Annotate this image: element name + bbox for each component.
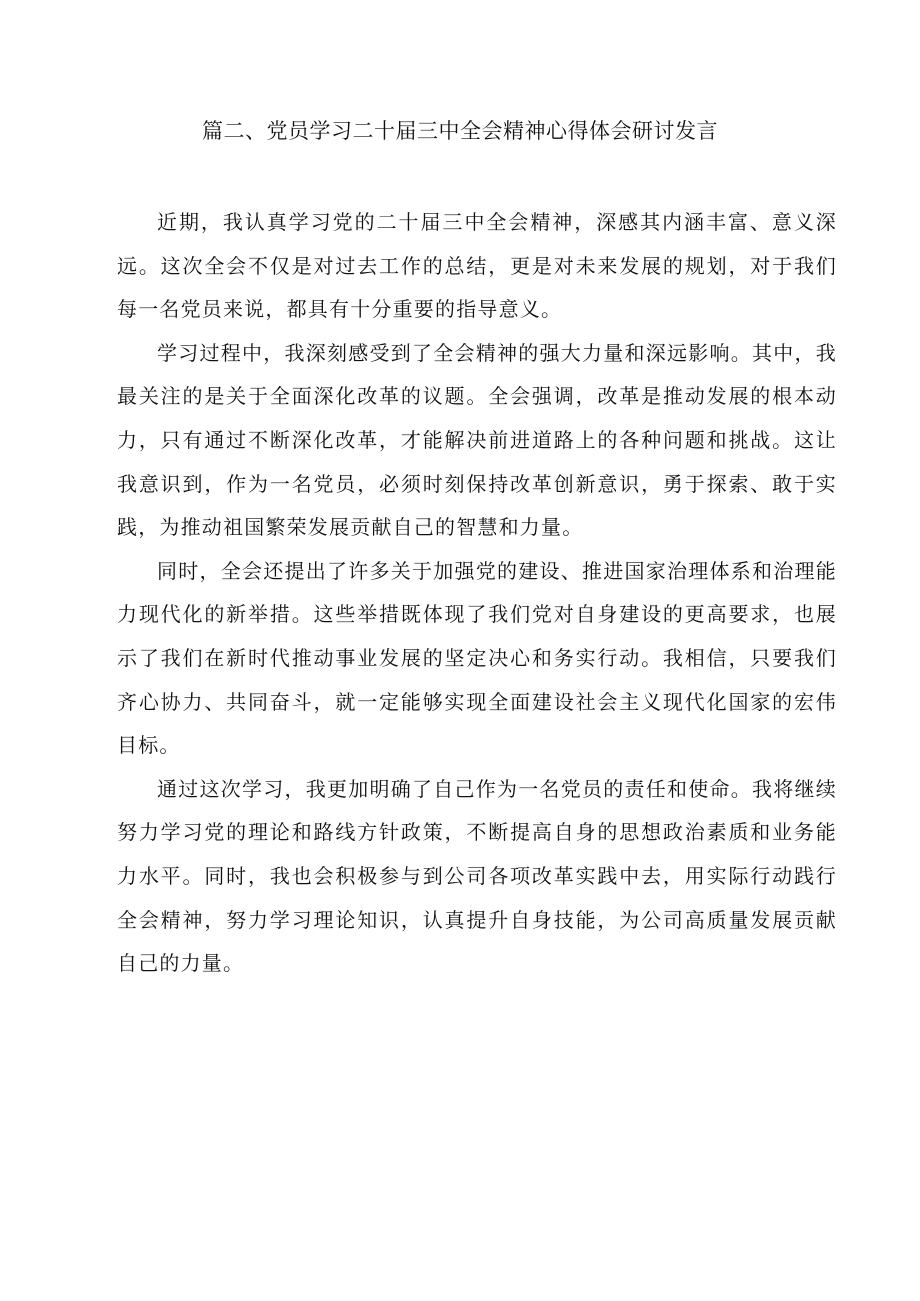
paragraph-2: 学习过程中，我深刻感受到了全会精神的强大力量和深远影响。其中，我最关注的是关于全面深化改革的议题。全会强调，改革是推动发展的根本动力，只有通过不断深化改革，才能解决前进道路上的各种问题和挑战。这让我意识到，作为一名党员，必须时刻保持改革创新意识，勇于探索、敢于实践，为推动祖国繁荣发展贡献自己的智慧和力量。 (117, 340, 837, 540)
document-title: 篇二、党员学习二十届三中全会精神心得体会研讨发言 (202, 119, 718, 143)
paragraph-1: 近期，我认真学习党的二十届三中全会精神，深感其内涵丰富、意义深远。这次全会不仅是对过去工作的总结，更是对未来发展的规划，对于我们每一名党员来说，都具有十分重要的指导意义。 (117, 210, 837, 322)
paragraph-3: 同时，全会还提出了许多关于加强党的建设、推进国家治理体系和治理能力现代化的新举措。这些举措既体现了我们党对自身建设的更高要求，也展示了我们在新时代推动事业发展的坚定决心和务实行动。我相信，只要我们齐心协力、共同奋斗，就一定能够实现全面建设社会主义现代化国家的宏伟目标。 (117, 558, 837, 758)
document-body (117, 201, 837, 986)
paragraph-4: 通过这次学习，我更加明确了自己作为一名党员的责任和使命。我将继续努力学习党的理论和路线方针政策，不断提高自身的思想政治素质和业务能力水平。同时，我也会积极参与到公司各项改革实践中去，用实际行动践行全会精神，努力学习理论知识，认真提升自身技能，为公司高质量发展贡献自己的力量。 (117, 776, 837, 976)
